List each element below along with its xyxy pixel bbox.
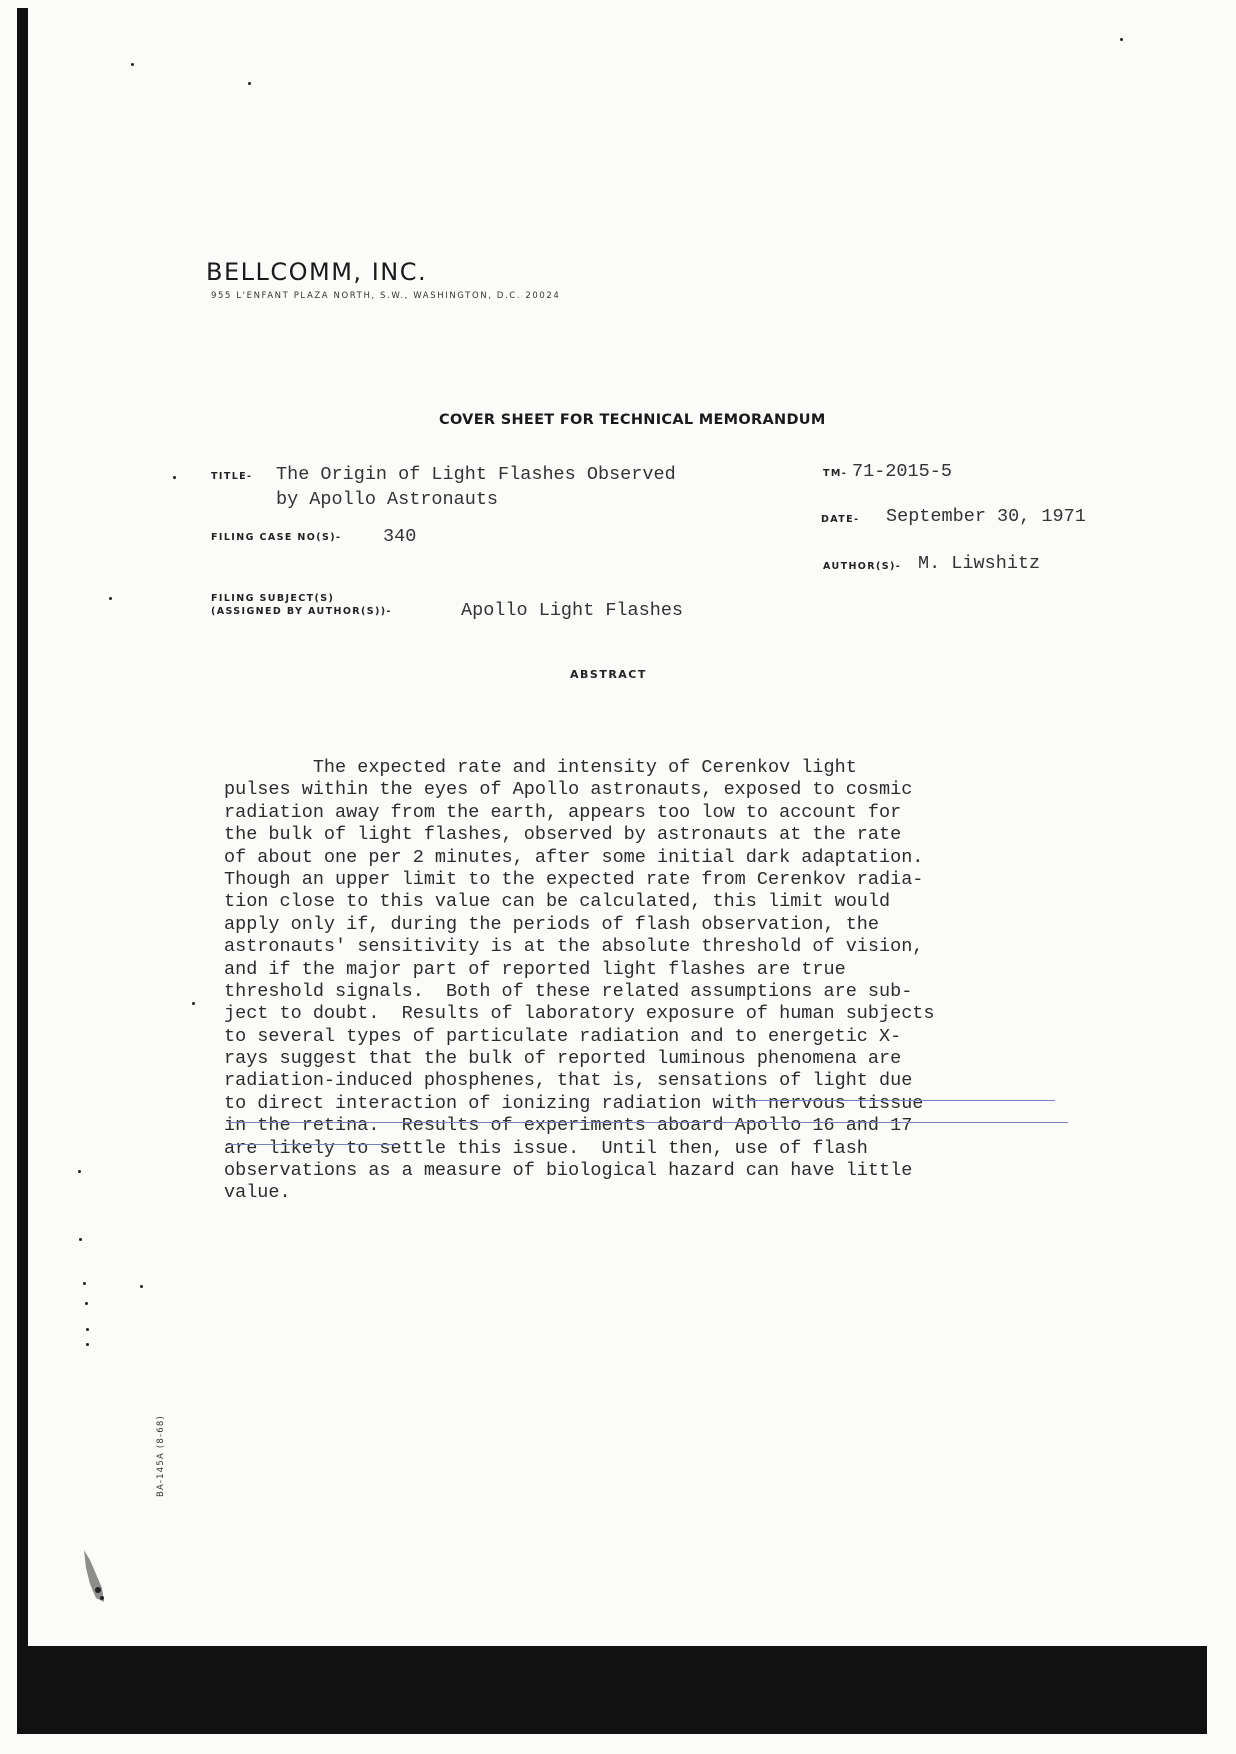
speck — [78, 1170, 81, 1173]
ink-smudge — [82, 1548, 106, 1604]
author-label: AUTHOR(S)- — [823, 561, 902, 572]
pen-underline — [745, 1100, 1055, 1101]
abstract-line: to several types of particulate radiation and to energetic X- — [224, 1025, 902, 1047]
speck — [131, 63, 134, 66]
abstract-line: value. — [224, 1182, 291, 1204]
cover-sheet-heading: COVER SHEET FOR TECHNICAL MEMORANDUM — [439, 412, 826, 428]
abstract-line: tion close to this value can be calculated, this limit would — [224, 891, 891, 913]
abstract-line: threshold signals. Both of these related assumptions are sub- — [224, 980, 913, 1002]
abstract-line: The expected rate and intensity of Cerenkov light — [224, 757, 857, 778]
speck — [86, 1328, 89, 1331]
abstract-line: in the retina. Results of experiments aboard Apollo 16 and 17 — [224, 1115, 913, 1137]
abstract-line: apply only if, during the periods of flash observation, the — [224, 913, 880, 935]
date-label: DATE- — [821, 514, 860, 525]
pen-underline — [228, 1122, 1068, 1123]
filing-subject-label: FILING SUBJECT(S) — [211, 593, 335, 604]
abstract-line: radiation away from the earth, appears too low to account for — [224, 801, 902, 823]
scan-border-left — [17, 8, 28, 1658]
abstract-line: of about one per 2 minutes, after some initial dark adaptation. — [224, 846, 924, 868]
abstract-line: radiation-induced phosphenes, that is, sensations of light due — [224, 1070, 913, 1092]
abstract-line: Though an upper limit to the expected rate from Cerenkov radia- — [224, 868, 924, 890]
pen-underline — [228, 1144, 398, 1145]
author-value: M. Liwshitz — [918, 553, 1041, 574]
filing-case-label: FILING CASE NO(S)- — [211, 532, 342, 543]
filing-subject-value: Apollo Light Flashes — [461, 600, 684, 621]
title-label: TITLE- — [211, 471, 253, 482]
speck — [140, 1285, 143, 1288]
speck — [86, 1343, 89, 1346]
abstract-line: pulses within the eyes of Apollo astronauts, exposed to cosmic — [224, 779, 913, 801]
speck — [173, 476, 176, 479]
tm-number: 71-2015-5 — [852, 461, 952, 482]
abstract-line: ject to doubt. Results of laboratory exposure of human subjects — [224, 1003, 935, 1025]
abstract-line: to direct interaction of ionizing radiation with nervous tissue — [224, 1092, 924, 1114]
tm-label: TM- — [823, 468, 848, 479]
company-address: 955 L'ENFANT PLAZA NORTH, S.W., WASHINGTON, D.C. 20024 — [211, 291, 561, 301]
speck — [79, 1238, 82, 1241]
speck — [109, 597, 112, 600]
abstract-line: are likely to settle this issue. Until then, use of flash — [224, 1137, 868, 1159]
speck — [83, 1282, 86, 1285]
speck — [192, 1002, 195, 1005]
speck — [1120, 38, 1123, 41]
company-name: BELLCOMM, INC. — [206, 258, 428, 286]
date-value: September 30, 1971 — [886, 506, 1086, 527]
abstract-line: and if the major part of reported light flashes are true — [224, 958, 846, 980]
title-line-2: by Apollo Astronauts — [276, 489, 499, 510]
abstract-line: astronauts' sensitivity is at the absolute threshold of vision, — [224, 936, 924, 958]
scan-border-bottom — [17, 1646, 1207, 1734]
abstract-line: rays suggest that the bulk of reported luminous phenomena are — [224, 1048, 902, 1070]
form-code: BA-145A (8-68) — [156, 1415, 166, 1497]
abstract-line: the bulk of light flashes, observed by astronauts at the rate — [224, 824, 902, 846]
abstract-heading: ABSTRACT — [570, 668, 647, 681]
abstract-line: observations as a measure of biological hazard can have little — [224, 1160, 913, 1182]
filing-subject-assigned-label: (ASSIGNED BY AUTHOR(S))- — [211, 606, 392, 617]
title-line-1: The Origin of Light Flashes Observed — [276, 464, 676, 485]
filing-case-value: 340 — [383, 526, 417, 547]
speck — [85, 1302, 88, 1305]
speck — [248, 82, 251, 85]
abstract-body — [224, 757, 935, 1205]
